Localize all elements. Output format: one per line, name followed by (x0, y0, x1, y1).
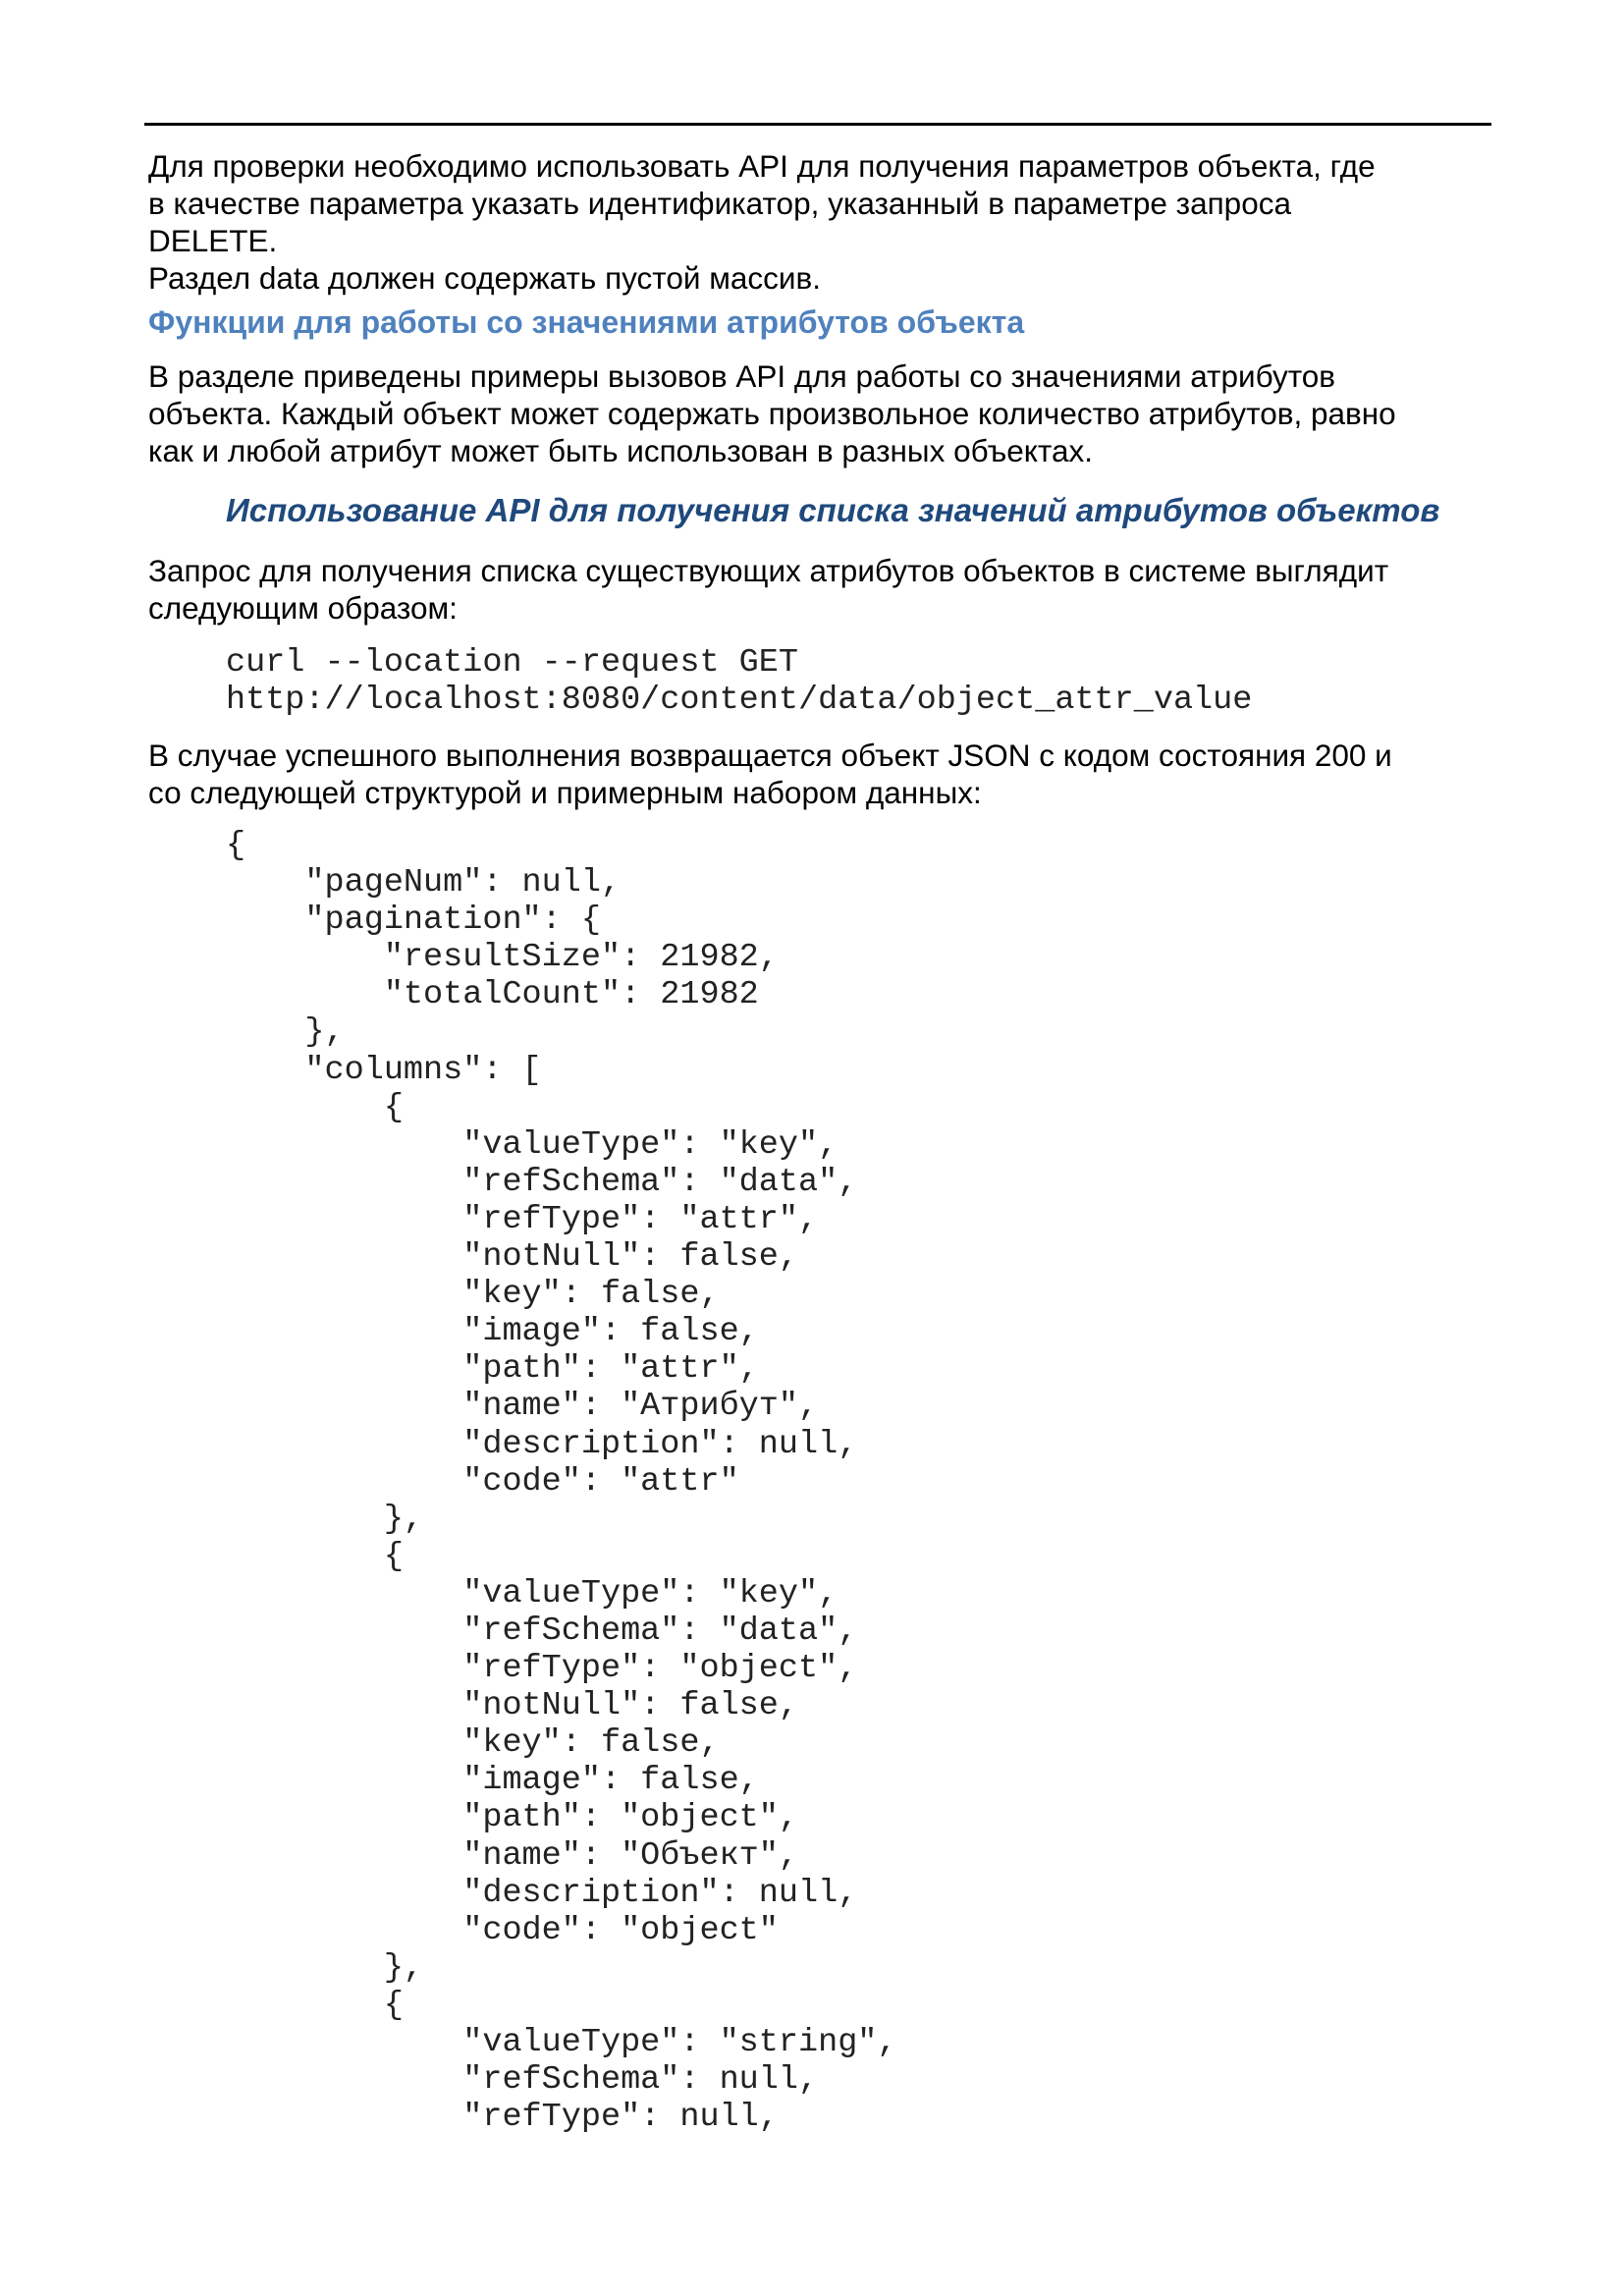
curl-code-block (226, 644, 1252, 719)
code-line: "refType": "attr", (226, 1200, 819, 1238)
text-line: В разделе приведены примеры вызовов API для работы со значениями атрибутов (148, 358, 1336, 394)
code-line: curl --location --request GET (226, 644, 798, 682)
code-line: "name": "Объект", (226, 1836, 798, 1875)
code-line: "pagination": { (226, 902, 601, 940)
code-line: { (226, 1088, 404, 1126)
code-line: "refType": "object", (226, 1650, 858, 1688)
code-line: "image": false, (226, 1762, 759, 1800)
text-line: В случае успешного выполнения возвращается объект JSON с кодом состояния 200 и (148, 738, 1392, 773)
text-line: Запрос для получения списка существующих атрибутов объектов в системе выглядит (148, 553, 1389, 588)
code-line: "valueType": "key", (226, 1574, 839, 1613)
code-line: http://localhost:8080/content/data/object_attr_value (226, 682, 1253, 720)
check-paragraph (148, 147, 1503, 259)
text-line: DELETE. (148, 223, 278, 258)
text-line: как и любой атрибут может быть использован в разных объектах. (148, 433, 1094, 468)
code-line: }, (226, 1500, 424, 1538)
code-line: "pageNum": null, (226, 864, 622, 902)
code-line: "valueType": "key", (226, 1125, 839, 1164)
json-code-block (226, 827, 897, 2136)
request-paragraph (148, 552, 1503, 627)
response-paragraph (148, 737, 1503, 811)
text-line: со следующей структурой и примерным набором данных: (148, 775, 982, 810)
code-line: { (226, 1986, 404, 2024)
code-line: "columns": [ (226, 1051, 542, 1089)
code-line: "refType": null, (226, 2099, 779, 2137)
code-line: "totalCount": 21982 (226, 976, 759, 1014)
subsection-heading: Использование API для получения списка значений атрибутов объектов (226, 492, 1440, 528)
intro-paragraph (148, 357, 1503, 469)
code-line: { (226, 827, 246, 864)
code-line: "key": false, (226, 1724, 720, 1763)
code-line: "name": "Атрибут", (226, 1388, 819, 1426)
text-line: Для проверки необходимо использовать API для получения параметров объекта, где (148, 148, 1376, 184)
code-line: "refSchema": null, (226, 2061, 819, 2100)
code-line: "notNull": false, (226, 1238, 798, 1277)
code-line: { (226, 1537, 404, 1575)
code-line: }, (226, 1013, 345, 1052)
data-section-paragraph: Раздел data должен содержать пустой массив. (148, 260, 821, 296)
header-rule (144, 123, 1491, 126)
code-line: "code": "object" (226, 1911, 779, 1949)
code-line: "refSchema": "data", (226, 1163, 858, 1201)
code-line: "path": "object", (226, 1799, 798, 1837)
code-line: }, (226, 1948, 424, 1987)
code-line: "valueType": "string", (226, 2024, 897, 2061)
code-line: "description": null, (226, 1425, 858, 1463)
code-line: "image": false, (226, 1313, 759, 1351)
text-line: следующим образом: (148, 590, 458, 626)
code-line: "path": "attr", (226, 1350, 759, 1389)
code-line: "description": null, (226, 1874, 858, 1912)
code-line: "code": "attr" (226, 1462, 739, 1501)
code-line: "refSchema": "data", (226, 1612, 858, 1650)
code-line: "key": false, (226, 1276, 720, 1314)
code-line: "notNull": false, (226, 1687, 798, 1725)
text-line: в качестве параметра указать идентификатор, указанный в параметре запроса (148, 186, 1291, 221)
text-line: объекта. Каждый объект может содержать произвольное количество атрибутов, равно (148, 396, 1396, 431)
code-line: "resultSize": 21982, (226, 939, 779, 977)
section-heading: Функции для работы со значениями атрибутов объекта (148, 304, 1025, 340)
